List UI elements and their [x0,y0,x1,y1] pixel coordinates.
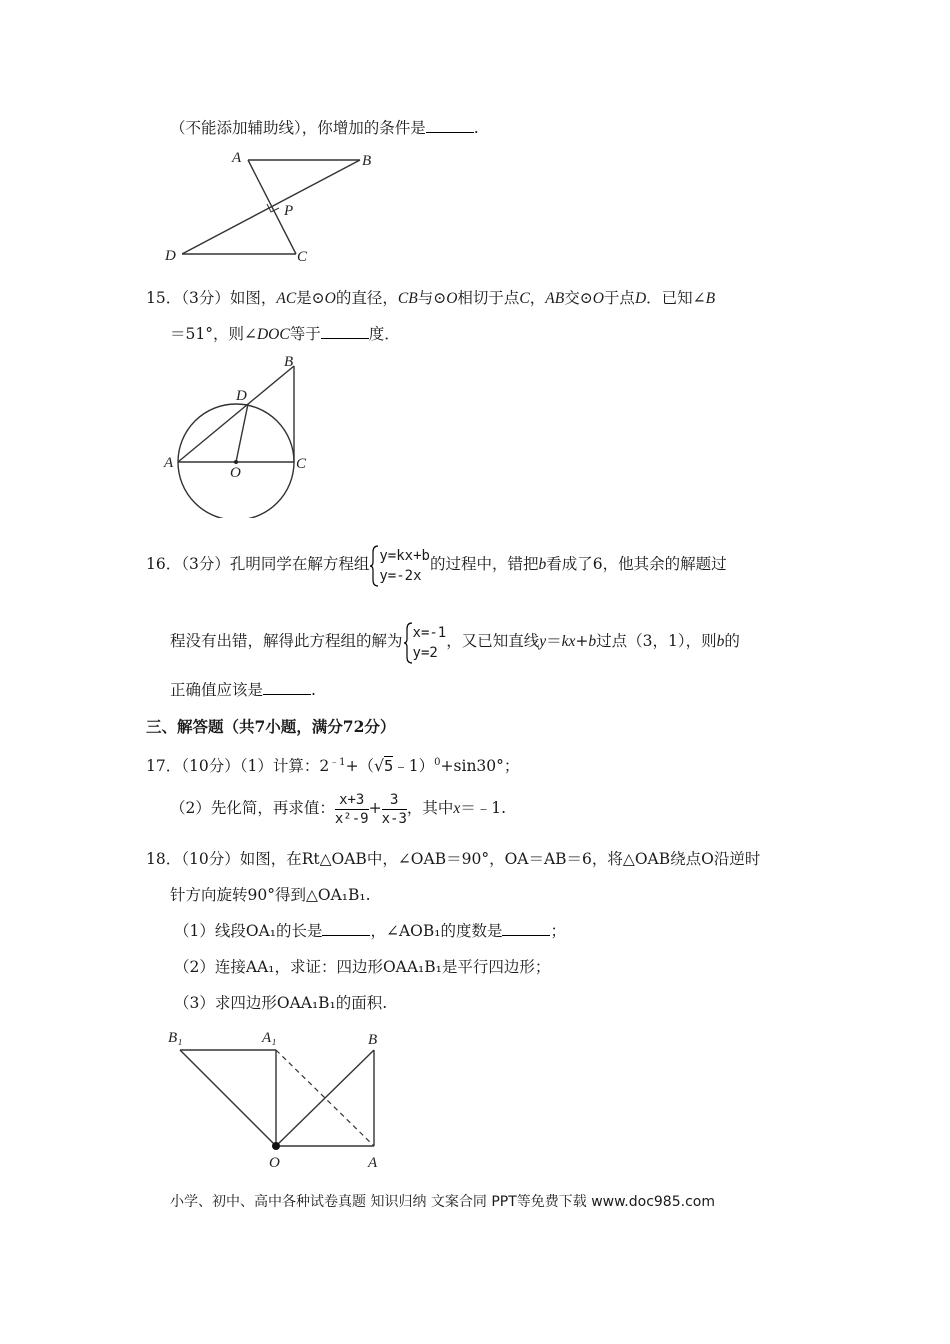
q16-line2: 程没有出错，解得此方程组的解为 x=-1 y=2 ，又已知直线y＝kx+b过点（3，1），则b的 [170,619,740,665]
label-P: P [284,203,294,219]
label-B: B [284,354,294,370]
q16-line3: 正确值应该是 . [170,681,316,699]
label-D: D [165,248,176,264]
q18-line2: 针方向旋转90°得到△OA₁B₁. [170,886,371,904]
label-A: A [232,150,242,166]
answer-blank [426,118,474,133]
q17-part1: 17．（10分）（1）计算：$2^{﹣1}+(√5﹣1)^0+\sin 30^\circ$； [146,757,520,776]
q18-sub1: （1）线段OA₁的长是 ，∠AOB₁的度数是 ； [174,922,566,940]
label-C: C [297,249,308,265]
answer-blank [322,921,370,936]
q15-line2: ＝51°，则∠DOC等于 度． [170,325,400,343]
q18-line1: 18．（10分）如图，在Rt△OAB中，∠OAB＝90°，OA＝AB＝6，将△OAB绕点O沿逆时 [146,850,761,868]
section-heading: 三、解答题（共7小题，满分72分） [146,717,396,736]
equation-system-1: y=kx+b y=-2x [369,543,430,588]
label-A1: A₁ [262,1030,277,1046]
fraction-2: $\frac{3}{x-3}$ [381,791,407,827]
figure-14 [160,148,390,268]
label-C: C [296,456,307,472]
q18-sub3: （3）求四边形OAA₁B₁的面积. [174,994,388,1012]
label-B: B [368,1032,378,1048]
q18-sub2: （2）连接AA₁，求证：四边形OAA₁B₁是平行四边形； [174,958,551,976]
answer-blank [502,921,550,936]
label-O: O [230,465,241,481]
label-O: O [269,1155,280,1171]
figure-18 [160,1025,400,1175]
label-A: A [164,455,174,471]
answer-blank [263,680,311,695]
label-D: D [236,388,247,404]
q14-condition-line: （不能添加辅助线），你增加的条件是 . [170,119,479,137]
fraction-1: $\frac{x+3}{\text{x²-9}}$ [334,791,369,827]
q17-part2: （2）先化简，再求值： $\frac{x+3}{\text{x²-9}}$ + $\frac{3}{x-3}$ ，其中x＝﹣1. [170,791,507,827]
label-A: A [368,1155,378,1171]
equation-system-2: x=-1 y=2 [403,620,447,665]
label-B: B [362,153,372,169]
figure-15 [160,350,320,518]
footer-text: 小学、初中、高中各种试卷真题 知识归纳 文案合同 PPT等免费下载 www.doc985.com [170,1194,715,1210]
label-B1: B₁ [168,1030,183,1046]
q15-line1: 15．（3分）如图，AC是⊙O的直径，CB与⊙O相切于点C，AB交⊙O于点D．已知∠B [146,289,716,307]
answer-blank [321,324,369,339]
q16-line1: 16．（3分）孔明同学在解方程组 y=kx+b y=-2x 的过程中，错把b看成了6，他其余的解题过 [146,542,727,588]
